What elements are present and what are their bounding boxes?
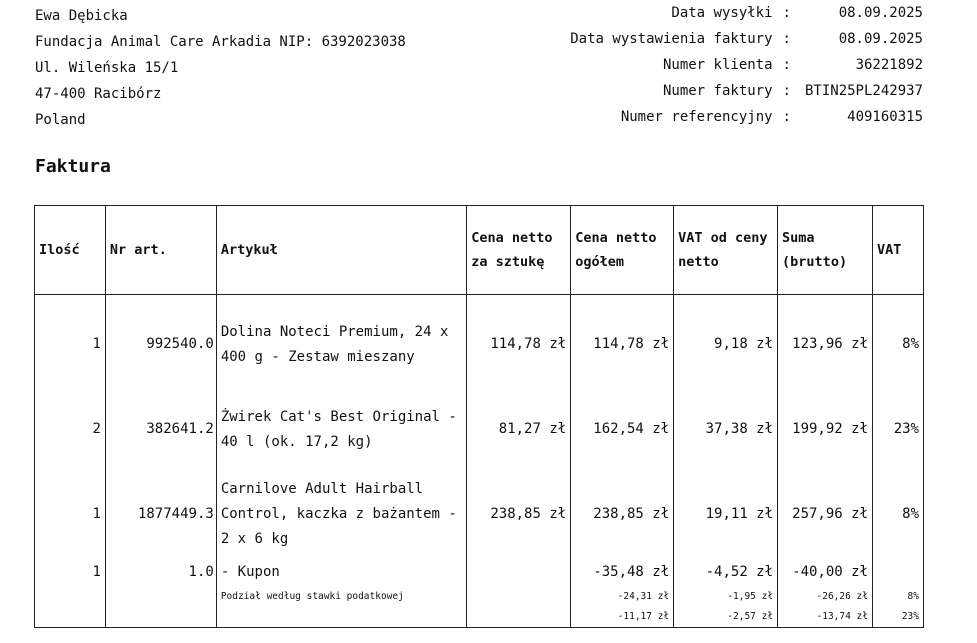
meta-label: Data wystawienia faktury [570,31,773,47]
customer-address [35,3,406,133]
header-total-net: Cena netto ogółem [571,206,674,295]
header-unit-net: Cena netto za sztukę [467,206,571,295]
cell-vat-rate: 23% [873,387,924,472]
document-title: Faktura [35,156,111,177]
cell-art-number: 382641.2 [105,387,216,472]
header-qty: Ilość [35,206,106,295]
cell-art-number: 992540.0 [105,295,216,388]
cell-gross: 123,96 zł [778,295,873,388]
cell-gross: 199,92 zł [778,387,873,472]
header-vat-amount: VAT od ceny netto [674,206,778,295]
cell-total-net: 114,78 zł [571,295,674,388]
cell-vat-amount: -4,52 zł [674,557,778,587]
meta-row-reference-number: Numer referencyjny : 409160315 [570,104,923,130]
meta-label: Numer faktury [662,83,773,99]
cell-total-net: 238,85 zł [571,472,674,557]
cell-item: - Kupon [216,557,466,587]
cell-qty: 1 [35,472,106,557]
cell-vat-amount: -2,57 zł [674,607,778,628]
cell-unit-net: 238,85 zł [467,472,571,557]
meta-label: Data wysyłki [671,5,773,21]
cell-gross: 257,96 zł [778,472,873,557]
customer-street: Ul. Wileńska 15/1 [35,60,179,76]
cell-vat-amount: 9,18 zł [674,295,778,388]
cell-total-net: -24,31 zł [571,587,674,607]
cell-qty: 2 [35,387,106,472]
breakdown-row [35,587,924,607]
cell-qty: 1 [35,295,106,388]
cell-vat-rate [873,557,924,587]
meta-value: BTIN25PL242937 [804,83,923,99]
invoice-meta [570,0,923,130]
meta-row-invoice-date: Data wystawienia faktury : 08.09.2025 [570,26,923,52]
table-header-row [35,206,924,295]
meta-value: 08.09.2025 [838,31,923,47]
header-gross: Suma (brutto) [778,206,873,295]
cell-item: Carnilove Adult Hairball Control, kaczka z bażantem - 2 x 6 kg [216,472,466,557]
table-row [35,472,924,557]
coupon-row [35,557,924,587]
cell-art-number: 1877449.3 [105,472,216,557]
cell-vat-rate: 8% [873,587,924,607]
cell-vat-rate: 23% [873,607,924,628]
customer-name: Ewa Dębicka [35,8,128,24]
meta-value: 08.09.2025 [838,5,923,21]
cell-vat-rate: 8% [873,295,924,388]
meta-row-shipping-date: Data wysyłki : 08.09.2025 [570,0,923,26]
cell-art-number: 1.0 [105,557,216,587]
header-item: Artykuł [216,206,466,295]
cell-gross: -40,00 zł [778,557,873,587]
invoice-table [34,205,924,628]
breakdown-label: Podział według stawki podatkowej [216,587,466,607]
meta-value: 36221892 [855,57,923,73]
cell-vat-rate: 8% [873,472,924,557]
header-art-number: Nr art. [105,206,216,295]
meta-label: Numer referencyjny [620,109,773,125]
cell-vat-amount: -1,95 zł [674,587,778,607]
cell-total-net: -35,48 zł [571,557,674,587]
cell-unit-net: 81,27 zł [467,387,571,472]
header-vat-rate: VAT [873,206,924,295]
meta-value: 409160315 [847,109,923,125]
table-row [35,387,924,472]
cell-gross: -13,74 zł [778,607,873,628]
cell-gross: -26,26 zł [778,587,873,607]
cell-qty: 1 [35,557,106,587]
cell-vat-amount: 19,11 zł [674,472,778,557]
cell-item: Dolina Noteci Premium, 24 x 400 g - Zestaw mieszany [216,295,466,388]
cell-unit-net: 114,78 zł [467,295,571,388]
cell-vat-amount: 37,38 zł [674,387,778,472]
customer-company: Fundacja Animal Care Arkadia NIP: 6392023038 [35,34,406,50]
cell-total-net: 162,54 zł [571,387,674,472]
customer-city: 47-400 Racibórz [35,86,162,102]
meta-row-customer-number: Numer klienta : 36221892 [570,52,923,78]
cell-item: Żwirek Cat's Best Original - 40 l (ok. 17,2 kg) [216,387,466,472]
cell-unit-net [467,557,571,587]
cell-total-net: -11,17 zł [571,607,674,628]
customer-country: Poland [35,112,86,128]
meta-label: Numer klienta [662,57,773,73]
breakdown-row [35,607,924,628]
meta-row-invoice-number: Numer faktury : BTIN25PL242937 [570,78,923,104]
table-row [35,295,924,388]
